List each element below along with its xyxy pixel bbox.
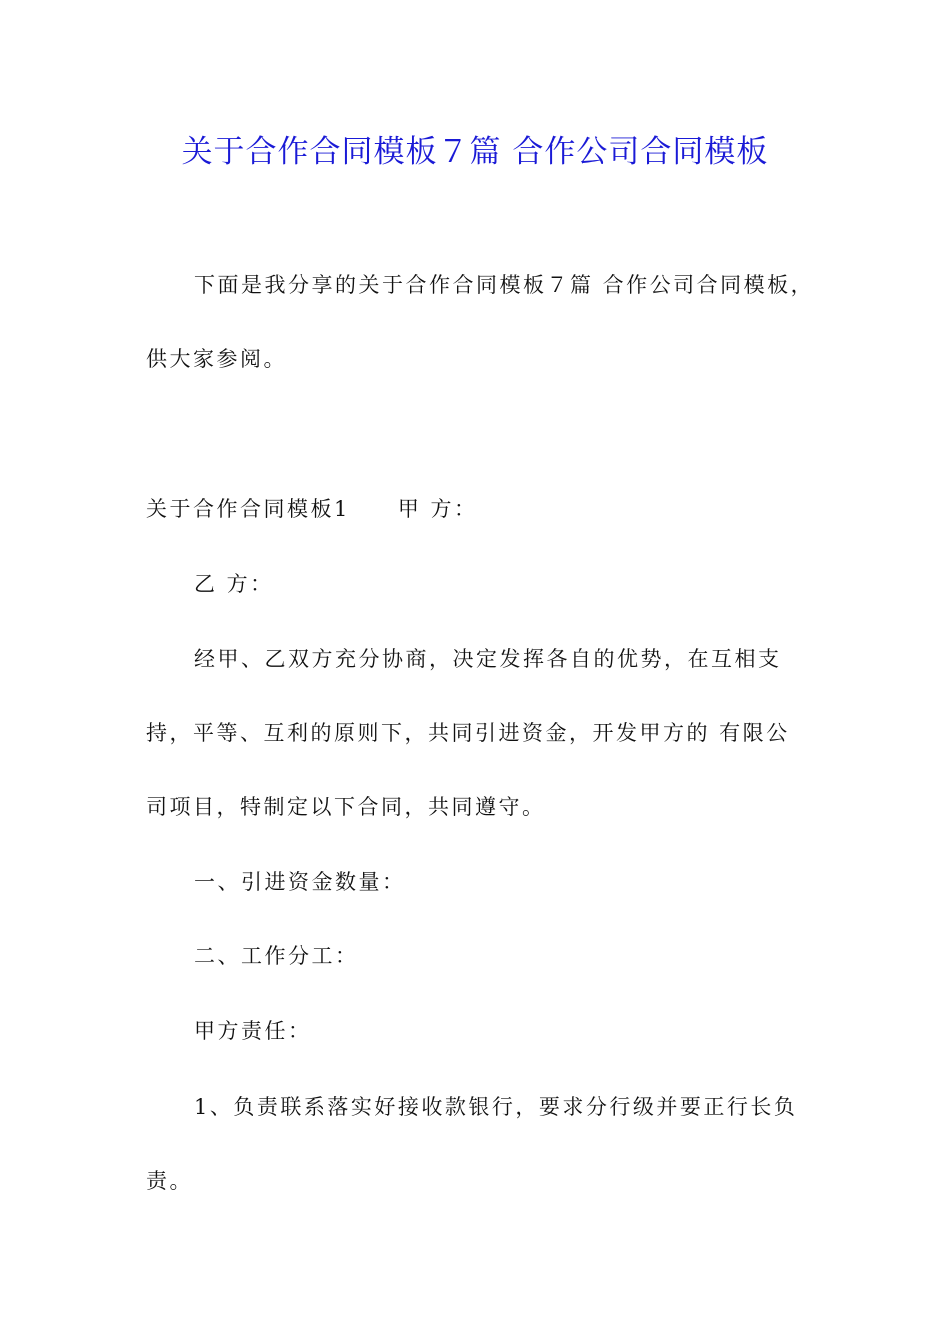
party-a-label: 甲 方：	[397, 497, 478, 521]
item-1: 一、引进资金数量：	[194, 870, 406, 894]
paragraph-1-line-2: 持，平等、互利的原则下，共同引进资金，开发甲方的 有限公	[146, 721, 790, 745]
paragraph-1-line-3: 司项目，特制定以下合同，共同遵守。	[146, 795, 546, 819]
party-b-label: 乙 方：	[194, 572, 274, 596]
intro-line-2: 供大家参阅。	[146, 347, 287, 371]
paragraph-1-line-1: 经甲、乙双方充分协商，决定发挥各自的优势，在互相支	[194, 647, 782, 671]
intro-line-1: 下面是我分享的关于合作合同模板７篇 合作公司合同模板，	[194, 273, 815, 297]
party-a-duty-heading: 甲方责任：	[194, 1019, 312, 1043]
section-heading-row	[146, 494, 478, 524]
item-2: 二、工作分工：	[194, 944, 359, 968]
duty-1-line-1: 1、负责联系落实好接收款银行，要求分行级并要正行长负	[194, 1095, 798, 1119]
duty-1-line-2: 责。	[146, 1169, 193, 1193]
section-heading: 关于合作合同模板1	[146, 497, 350, 521]
document-title: 关于合作合同模板７篇 合作公司合同模板	[181, 134, 769, 170]
